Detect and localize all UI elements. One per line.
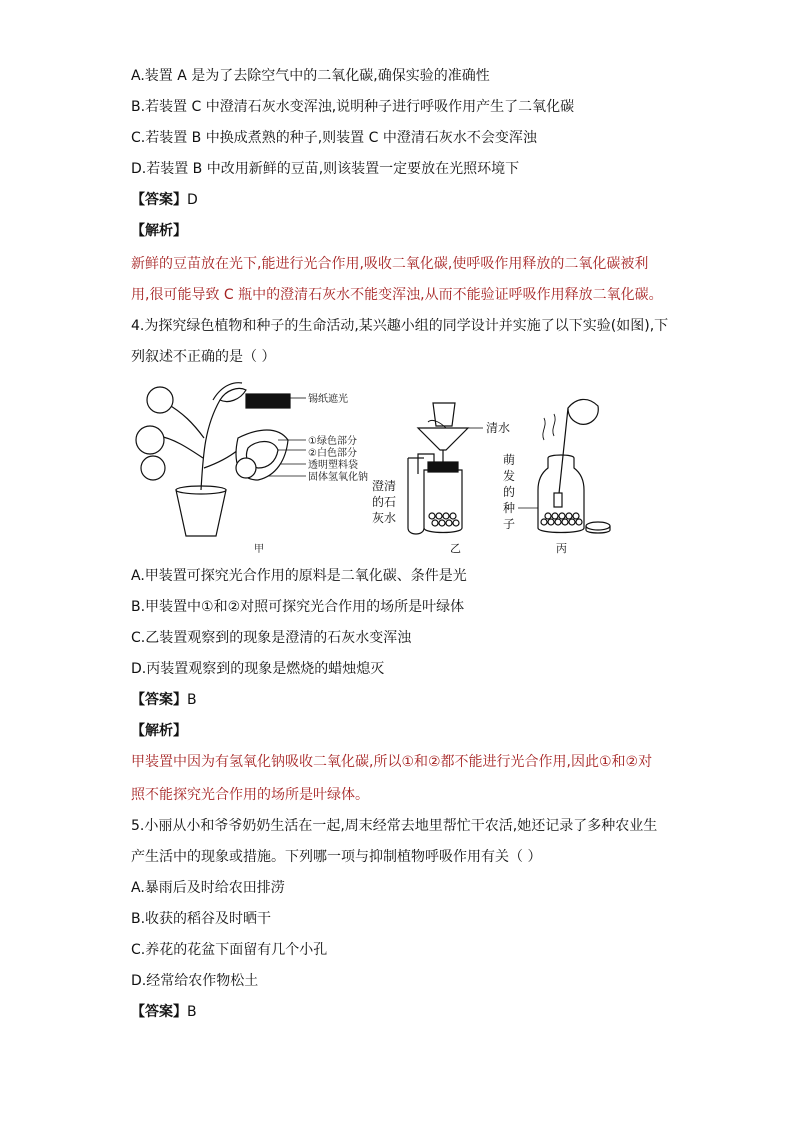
q4-stem-line-1: 4.为探究绿色植物和种子的生命活动,某兴趣小组的同学设计并实施了以下实验(如图),下	[131, 318, 669, 334]
label-foil: 锡纸遮光	[308, 394, 348, 405]
q3-analysis-line-2: 用,很可能导致 C 瓶中的澄清石灰水不能变浑浊,从而不能验证呼吸作用释放二氧化碳。	[131, 287, 663, 303]
q4-analysis-tag: 【解析】	[131, 723, 187, 739]
answer-value: B	[187, 692, 197, 708]
experiment-diagram	[128, 378, 628, 558]
label-limewater-1: 澄清	[372, 479, 397, 493]
apparatus-bing	[518, 399, 610, 533]
label-seeds-1: 萌	[503, 453, 516, 467]
q5-option-a: A.暴雨后及时给农田排涝	[131, 880, 285, 896]
q5-answer-line	[131, 1002, 197, 1022]
apparatus-jia	[136, 383, 306, 536]
experiment-figure	[128, 378, 628, 558]
q5-stem-line-1: 5.小丽从小和爷爷奶奶生活在一起,周末经常去地里帮忙干农活,她还记录了多种农业生	[131, 818, 658, 834]
q4-option-d: D.丙装置观察到的现象是燃烧的蜡烛熄灭	[131, 661, 385, 677]
q4-option-c: C.乙装置观察到的现象是澄清的石灰水变浑浊	[131, 630, 412, 646]
label-naoh: 固体氢氧化钠	[308, 472, 368, 483]
q3-answer-line	[131, 190, 198, 210]
q3-analysis-line-1: 新鲜的豆苗放在光下,能进行光合作用,吸收二氧化碳,使呼吸作用释放的二氧化碳被利	[131, 256, 649, 272]
caption-bing: 丙	[556, 542, 567, 555]
caption-yi: 乙	[450, 542, 461, 555]
q5-option-c: C.养花的花盆下面留有几个小孔	[131, 942, 328, 958]
q3-analysis-tag: 【解析】	[131, 223, 187, 239]
answer-tag: 【答案】	[131, 692, 187, 708]
caption-jia: 甲	[254, 544, 264, 555]
q4-option-a: A.甲装置可探究光合作用的原料是二氧化碳、条件是光	[131, 568, 467, 584]
q4-option-b: B.甲装置中①和②对照可探究光合作用的场所是叶绿体	[131, 599, 465, 615]
q3-option-b: B.若装置 C 中澄清石灰水变浑浊,说明种子进行呼吸作用产生了二氧化碳	[131, 99, 575, 115]
q3-option-a: A.装置 A 是为了去除空气中的二氧化碳,确保实验的准确性	[131, 68, 490, 84]
q5-stem-line-2: 产生活中的现象或措施。下列哪一项与抑制植物呼吸作用有关（ ）	[131, 849, 542, 865]
q4-analysis-line-2: 照不能探究光合作用的场所是叶绿体。	[131, 787, 369, 803]
apparatus-yi	[408, 403, 483, 534]
q5-option-d: D.经常给农作物松土	[131, 973, 259, 989]
answer-tag: 【答案】	[131, 192, 187, 208]
answer-tag: 【答案】	[131, 1004, 187, 1020]
answer-value: D	[187, 192, 198, 208]
label-limewater-2: 的石	[372, 495, 397, 509]
label-white-part: ②白色部分	[308, 448, 357, 459]
label-seeds-5: 子	[503, 517, 516, 531]
label-water: 清水	[486, 421, 511, 435]
answer-value: B	[187, 1004, 197, 1020]
label-seeds-3: 的	[503, 485, 516, 499]
q3-option-d: D.若装置 B 中改用新鲜的豆苗,则该装置一定要放在光照环境下	[131, 161, 520, 177]
label-green-part: ①绿色部分	[308, 436, 357, 447]
label-seeds-2: 发	[503, 469, 516, 483]
q4-answer-line	[131, 690, 197, 710]
label-seeds-4: 种	[503, 501, 516, 515]
q4-stem-line-2: 列叙述不正确的是（ ）	[131, 349, 276, 365]
q3-option-c: C.若装置 B 中换成煮熟的种子,则装置 C 中澄清石灰水不会变浑浊	[131, 130, 537, 146]
q4-analysis-line-1: 甲装置中因为有氢氧化钠吸收二氧化碳,所以①和②都不能进行光合作用,因此①和②对	[131, 754, 653, 770]
q5-option-b: B.收获的稻谷及时晒干	[131, 911, 272, 927]
label-plastic-bag: 透明塑料袋	[308, 460, 358, 471]
label-limewater-3: 灰水	[372, 511, 397, 525]
